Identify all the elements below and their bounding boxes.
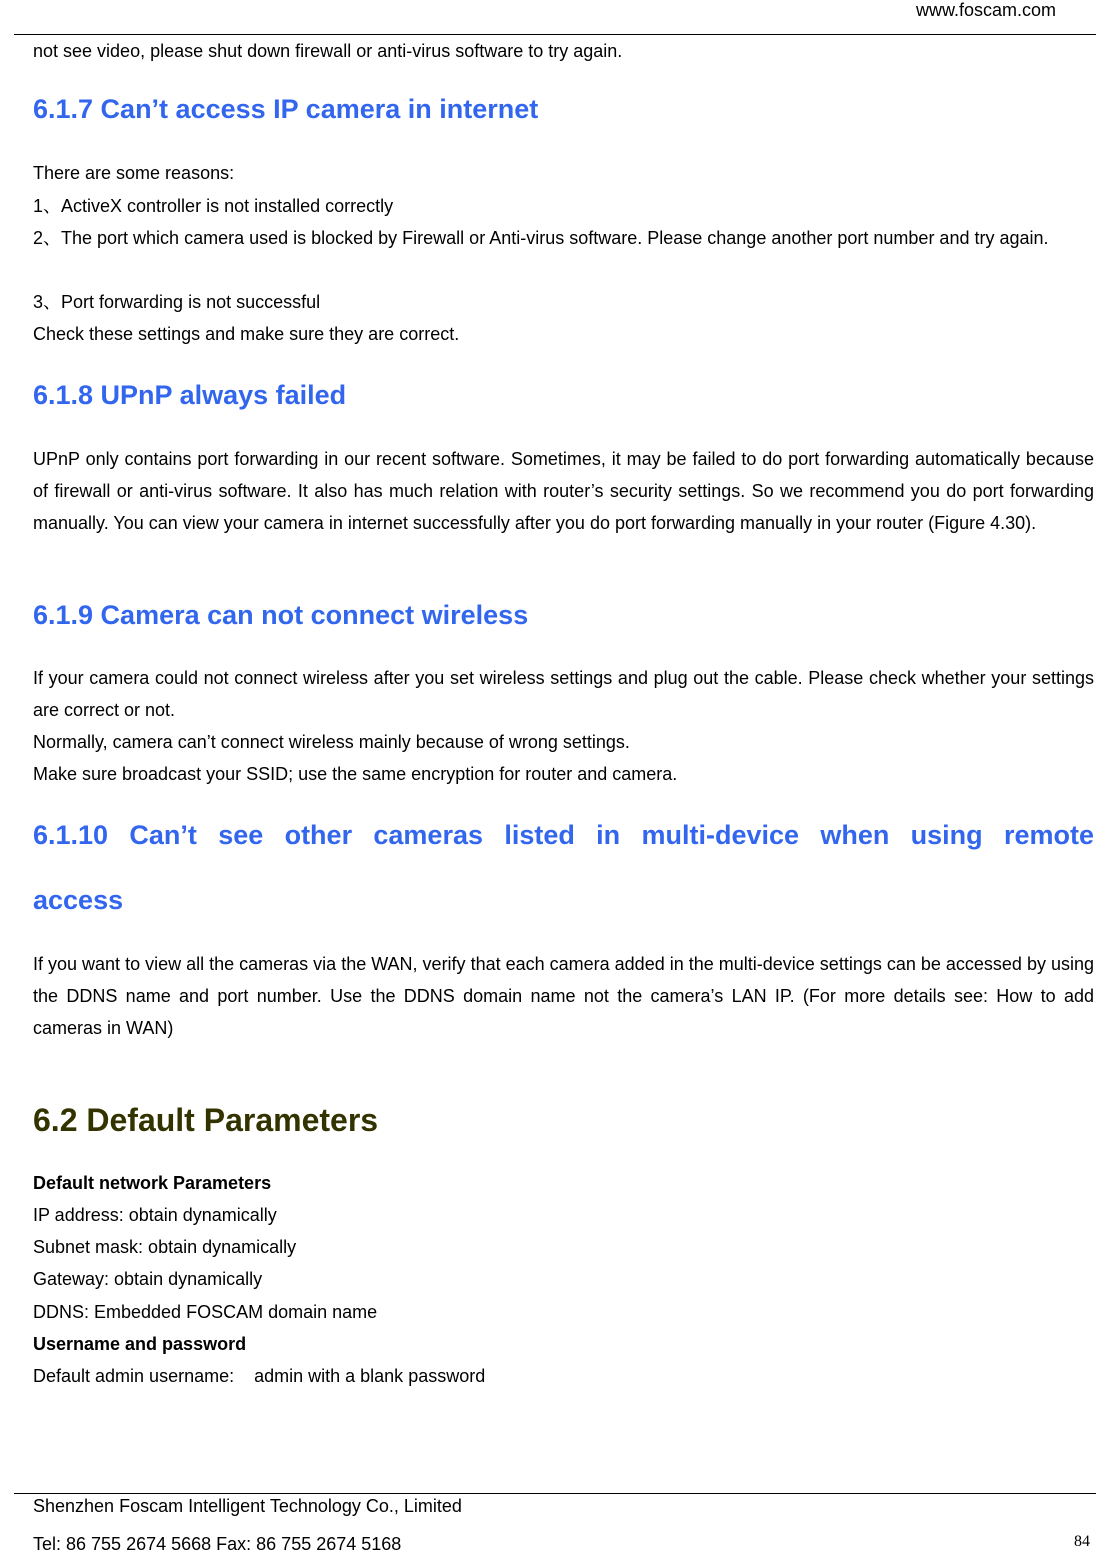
title-word: listed: [504, 820, 575, 850]
s617-line-4: 3、Port forwarding is not successful: [33, 292, 321, 312]
network-params-heading: Default network Parameters: [33, 1173, 272, 1193]
ddns-line: DDNS: Embedded FOSCAM domain name: [33, 1302, 378, 1322]
title-word: using: [910, 820, 983, 850]
username-password-heading: Username and password: [33, 1334, 247, 1354]
s619-line-2: Normally, camera can’t connect wireless mainly because of wrong settings.: [33, 732, 630, 752]
section-6-1-9-title: 6.1.9 Camera can not connect wireless: [33, 600, 529, 630]
title-word: when: [820, 820, 890, 850]
title-word: see: [218, 820, 264, 850]
ip-address-line: IP address: obtain dynamically: [33, 1205, 277, 1225]
title-word: multi-device: [641, 820, 800, 850]
header-url: www.foscam.com: [915, 0, 1056, 20]
title-word: in: [596, 820, 621, 850]
title-word: remote: [1003, 820, 1094, 850]
s617-line-5: Check these settings and make sure they are correct.: [33, 324, 460, 344]
s618-body: UPnP only contains port forwarding in our recent software. Sometimes, it may be failed to do port forwarding automatically because of firewall or anti-virus software. It also has much relation with router’s security settings. So we recommend you do port forwarding manually. You can view your camera in internet successfully after you do port forwarding manually in your router (Figure 4.30).: [33, 449, 1094, 533]
title-word: cameras: [373, 820, 483, 850]
s617-line-1: There are some reasons:: [33, 163, 235, 183]
page-number: 84: [1074, 1533, 1090, 1550]
section-6-1-8-title: 6.1.8 UPnP always failed: [33, 380, 347, 410]
s6110-body: If you want to view all the cameras via the WAN, verify that each camera added in the multi-device settings can be accessed by using the DDNS name and port number. Use the DDNS domain name not the camera’s LAN IP. (For more details see: How to add cameras in WAN): [33, 954, 1094, 1038]
title-word: 6.1.10: [33, 820, 109, 850]
section-6-2-title: 6.2 Default Parameters: [33, 1102, 379, 1138]
footer-company: Shenzhen Foscam Intelligent Technology Co., Limited: [33, 1496, 462, 1516]
s619-line-1: If your camera could not connect wireless after you set wireless settings and plug out the cable. Please check whether your settings are correct or not.: [33, 668, 1094, 720]
gateway-line: Gateway: obtain dynamically: [33, 1269, 263, 1289]
footer-rule: [14, 1493, 1096, 1494]
s619-line-3: Make sure broadcast your SSID; use the same encryption for router and camera.: [33, 764, 678, 784]
title-word: other: [284, 820, 353, 850]
subnet-mask-line: Subnet mask: obtain dynamically: [33, 1237, 297, 1257]
default-admin-line: Default admin username: admin with a blank password: [33, 1366, 486, 1386]
section-6-1-10-title-line-2: access: [33, 885, 124, 915]
section-6-1-7-title: 6.1.7 Can’t access IP camera in internet: [33, 94, 539, 124]
title-word: Can’t: [129, 820, 197, 850]
s617-line-2: 1、ActiveX controller is not installed correctly: [33, 196, 394, 216]
intro-line: not see video, please shut down firewall or anti-virus software to try again.: [33, 41, 623, 61]
section-6-1-10-title: [33, 820, 1094, 851]
footer-contact: Tel: 86 755 2674 5668 Fax: 86 755 2674 5168: [33, 1534, 402, 1554]
s617-line-3: 2、The port which camera used is blocked by Firewall or Anti-virus software. Please change another port number and try again.: [33, 228, 1049, 248]
